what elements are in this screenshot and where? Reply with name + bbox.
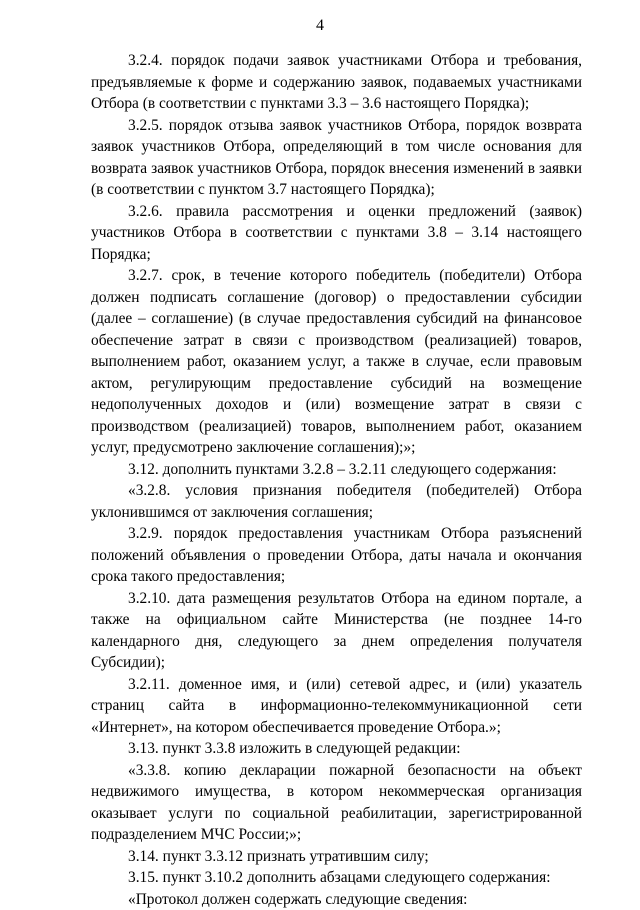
paragraph-3-13: 3.13. пункт 3.3.8 изложить в следующей редакции: bbox=[91, 738, 582, 760]
paragraph-3-15: 3.15. пункт 3.10.2 дополнить абзацами следующего содержания: bbox=[91, 867, 582, 889]
paragraph-protocol: «Протокол должен содержать следующие сведения: bbox=[91, 889, 582, 910]
paragraph-3-2-9: 3.2.9. порядок предоставления участникам Отбора разъяснений положений объявления о проведении Отбора, даты начала и окончания срока такого предоставления; bbox=[91, 523, 582, 588]
paragraph-3-3-8: «3.3.8. копию декларации пожарной безопасности на объект недвижимого имущества, в котором некоммерческая организация оказывает услуги по социальной реабилитации, зарегистрированной подразделением МЧС России;»; bbox=[91, 760, 582, 846]
paragraph-3-2-8: «3.2.8. условия признания победителя (победителей) Отбора уклонившимся от заключения соглашения; bbox=[91, 480, 582, 523]
paragraph-3-2-5: 3.2.5. порядок отзыва заявок участников Отбора, порядок возврата заявок участников Отбора, определяющий в том числе основания для возврата заявок участников Отбора, порядок внесения изменений в заявки (в соответствии с пунктом 3.7 настоящего Порядка); bbox=[91, 115, 582, 201]
page-number: 4 bbox=[0, 16, 640, 36]
paragraph-3-2-4: 3.2.4. порядок подачи заявок участниками Отбора и требования, предъявляемые к форме и содержанию заявок, подаваемых участниками Отбора (в соответствии с пунктами 3.3 – 3.6 настоящего Порядка); bbox=[91, 50, 582, 115]
paragraph-3-12: 3.12. дополнить пунктами 3.2.8 – 3.2.11 следующего содержания: bbox=[91, 459, 582, 481]
document-body bbox=[91, 50, 582, 910]
paragraph-3-2-6: 3.2.6. правила рассмотрения и оценки предложений (заявок) участников Отбора в соответствии с пунктами 3.8 – 3.14 настоящего Порядка; bbox=[91, 201, 582, 266]
paragraph-3-2-7: 3.2.7. срок, в течение которого победитель (победители) Отбора должен подписать соглашение (договор) о предоставлении субсидии (далее – соглашение) (в случае предоставления субсидий на финансовое обеспечение затрат в связи с производством (реализацией) товаров, выполнением работ, оказанием услуг, а также в случае, если правовым актом, регулирующим предоставление субсидий на возмещение недополученных доходов и (или) возмещение затрат в связи с производством (реализацией) товаров, выполнением работ, оказанием услуг, предусмотрено заключение соглашения);»; bbox=[91, 265, 582, 459]
paragraph-3-14: 3.14. пункт 3.3.12 признать утратившим силу; bbox=[91, 846, 582, 868]
paragraph-3-2-11: 3.2.11. доменное имя, и (или) сетевой адрес, и (или) указатель страниц сайта в информационно-телекоммуникационной сети «Интернет», на котором обеспечивается проведение Отбора.»; bbox=[91, 674, 582, 739]
paragraph-3-2-10: 3.2.10. дата размещения результатов Отбора на едином портале, а также на официальном сайте Министерства (не позднее 14-го календарного дня, следующего за днем определения получателя Субсидии); bbox=[91, 588, 582, 674]
